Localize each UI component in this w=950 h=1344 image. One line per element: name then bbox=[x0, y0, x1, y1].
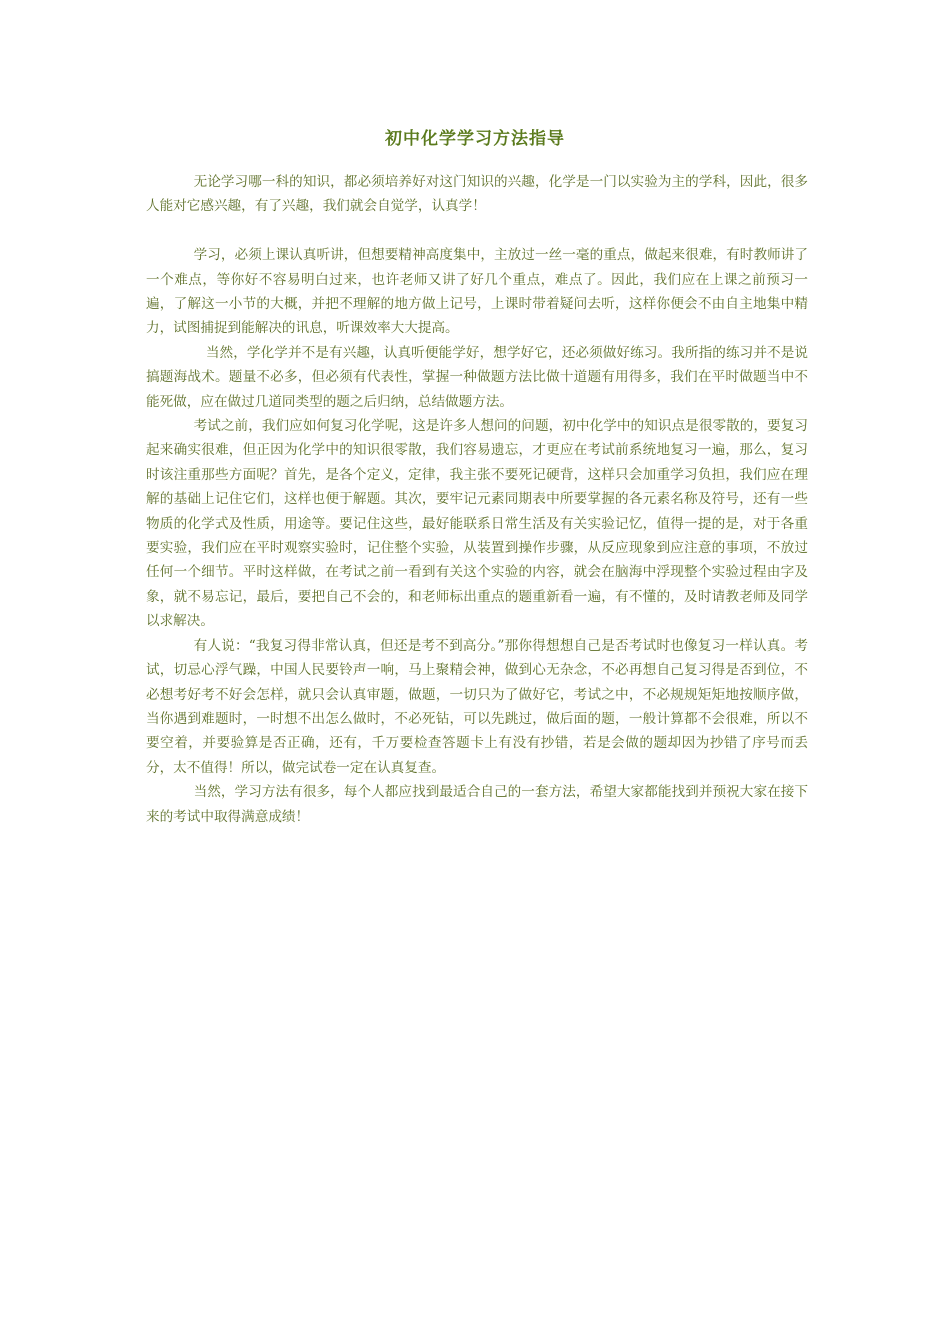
paragraph-practice: 当然，学化学并不是有兴趣，认真听便能学好，想学好它，还必须做好练习。我所指的练习并不是说搞题海战术。题量不必多，但必须有代表性，掌握一种做题方法比做十道题有用得多，我们在平时做题当中不能死做，应在做过几道同类型的题之后归纳，总结做题方法。 bbox=[146, 344, 808, 410]
paragraph-interest: 无论学习哪一科的知识，都必须培养好对这门知识的兴趣，化学是一门以实验为主的学科，因此，很多人能对它感兴趣，有了兴趣，我们就会自觉学，认真学！ bbox=[146, 174, 808, 215]
paragraph-exam: 有人说：“我复习得非常认真，但还是考不到高分。”那你得想想自己是否考试时也像复习一样认真。考试，切忌心浮气躁，中国人民要铃声一响，马上聚精会神，做到心无杂念，不必再想自己复习得是否到位，不必想考好考不好会怎样，就只会认真审题，做题，一切只为了做好它，考试之中，不必规规矩矩地按顺序做，当你遇到难题时，一时想不出怎么做时，不必死钻，可以先跳过，做后面的题，一般计算都不会很难，所以不要空着，并要验算是否正确，还有，千万要检查答题卡上有没有抄错，若是会做的题却因为抄错了序号而丢分，太不值得！所以，做完试卷一定在认真复查。 bbox=[146, 637, 808, 776]
document-body bbox=[146, 170, 808, 829]
paragraph-review: 考试之前，我们应如何复习化学呢，这是许多人想问的问题，初中化学中的知识点是很零散的，要复习起来确实很难，但正因为化学中的知识很零散，我们容易遗忘，才更应在考试前系统地复习一遍，那么，复习时该注重那些方面呢？首先，是各个定义，定律，我主张不要死记硬背，这样只会加重学习负担，我们应在理解的基础上记住它们，这样也便于解题。其次，要牢记元素同期表中所要掌握的各元素名称及符号，还有一些物质的化学式及性质，用途等。要记住这些，最好能联系日常生活及有关实验记忆，值得一提的是，对于各重要实验，我们应在平时观察实验时，记住整个实验，从装置到操作步骤，从反应现象到应注意的事项，不放过任何一个细节。平时这样做，在考试之前一看到有关这个实验的内容，就会在脑海中浮现整个实验过程由字及象，就不易忘记，最后，要把自己不会的，和老师标出重点的题重新看一遍，有不懂的，及时请教老师及同学以求解决。 bbox=[146, 418, 808, 630]
paragraph-conclusion: 当然，学习方法有很多，每个人都应找到最适合自己的一套方法，希望大家都能找到并预祝大家在接下来的考试中取得满意成绩！ bbox=[146, 784, 808, 825]
paragraph-listening: 学习，必须上课认真听讲，但想要精神高度集中，主放过一丝一毫的重点，做起来很难，有时教师讲了一个难点，等你好不容易明白过来，也许老师又讲了好几个重点，难点了。因此，我们应在上课之前预习一遍，了解这一小节的大概，并把不理解的地方做上记号，上课时带着疑问去听，这样你便会不由自主地集中精力，试图捕捉到能解决的讯息，听课效率大大提高。 bbox=[146, 247, 808, 337]
page-title: 初中化学学习方法指导 bbox=[385, 129, 565, 149]
